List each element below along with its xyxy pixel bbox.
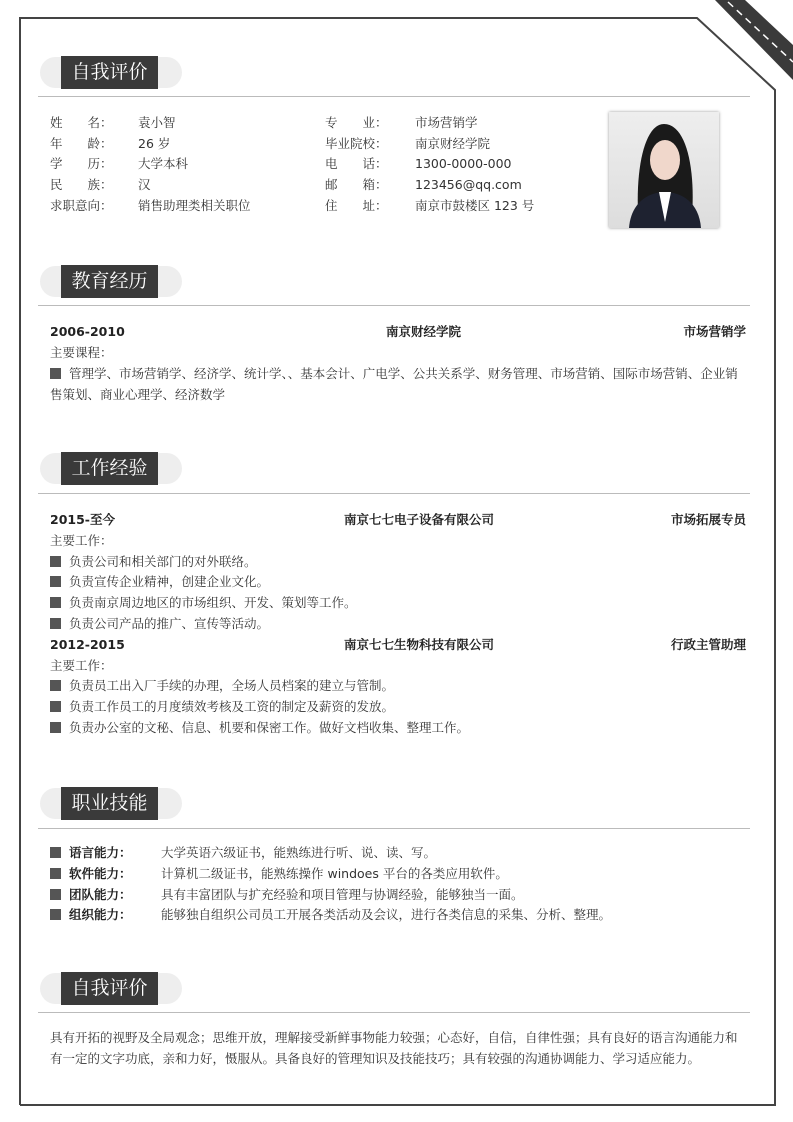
divider <box>38 305 750 306</box>
skill-desc: 大学英语六级证书，能熟练进行听、说、读、写。 <box>161 845 437 860</box>
info-value: 南京市鼓楼区 123 号 <box>415 197 535 213</box>
job-company: 南京七七生物科技有限公司 <box>344 636 495 652</box>
divider <box>38 493 750 494</box>
self-evaluation-text: 具有开拓的视野及全局观念；思维开放，理解接受新鲜事物能力较强；心态好，自信，自律性强；具有良好的语言沟通能力和有一定的文字功底，亲和力好，慑服从。具备良好的管理知识及技能技巧；具有较强的沟通协调能力、学习适应能力。 <box>50 1030 738 1066</box>
skill-item <box>50 904 746 925</box>
info-label: 专 业： <box>325 115 388 130</box>
skill-name: 团队能力： <box>69 886 132 902</box>
job-duty-item <box>50 717 746 738</box>
section-header-info: 自我评价 <box>40 57 182 88</box>
info-label: 邮 箱： <box>325 177 388 193</box>
section-header-self-evaluation: 自我评价 <box>40 973 182 1004</box>
divider <box>38 828 750 829</box>
info-label: 年 龄： <box>50 135 113 151</box>
profile-photo <box>609 112 719 228</box>
courses-label: 主要课程： <box>50 345 113 360</box>
education-row <box>50 321 746 342</box>
section-header-work: 工作经验 <box>40 453 182 484</box>
info-value: 大学本科 <box>138 156 189 172</box>
bullet-square-icon <box>50 556 61 567</box>
job-duty-item <box>50 592 746 613</box>
info-value: 1300-0000-000 <box>415 156 512 172</box>
job-duty-text: 负责公司和相关部门的对外联络。 <box>69 553 257 569</box>
courses-list <box>50 363 746 405</box>
education-period: 2006-2010 <box>50 324 125 339</box>
bullet-square-icon <box>50 368 61 379</box>
job-duty-text: 负责宣传企业精神，创建企业文化。 <box>69 574 270 590</box>
info-label: 民 族： <box>50 177 113 193</box>
bullet-square-icon <box>50 597 61 608</box>
bullet-square-icon <box>50 701 61 712</box>
info-label: 毕业院校： <box>325 135 388 151</box>
skill-name: 语言能力： <box>69 845 132 860</box>
job-duty-text: 负责公司产品的推广、宣传等活动。 <box>69 616 270 631</box>
education-major: 市场营销学 <box>683 324 746 339</box>
section-header-skills: 职业技能 <box>40 788 182 819</box>
info-value: 袁小智 <box>138 115 176 130</box>
job-period: 2015-至今 <box>50 512 115 527</box>
job-duty-item <box>50 696 746 717</box>
job-duty-item <box>50 551 746 572</box>
section-header-education: 教育经历 <box>40 266 182 297</box>
info-label: 学 历： <box>50 156 113 172</box>
bullet-square-icon <box>50 868 61 879</box>
bullet-square-icon <box>50 680 61 691</box>
info-label: 求职意向： <box>50 197 113 213</box>
job-duties-label: 主要工作： <box>50 532 113 548</box>
skill-name: 软件能力： <box>69 865 132 881</box>
job-position: 市场拓展专员 <box>670 512 746 527</box>
job-period: 2012-2015 <box>50 636 125 652</box>
skill-desc: 具有丰富团队与扩充经验和项目管理与协调经验，能够独当一面。 <box>161 886 524 902</box>
job-position: 行政主管助理 <box>670 636 746 652</box>
job-duty-text: 负责办公室的文秘、信息、机要和保密工作。做好文档收集、整理工作。 <box>69 720 470 735</box>
info-label: 姓 名： <box>50 115 113 130</box>
job-duties-label: 主要工作： <box>50 657 113 673</box>
bullet-square-icon <box>50 847 61 858</box>
job-duty-text: 负责南京周边地区的市场组织、开发、策划等工作。 <box>69 595 357 611</box>
info-value: 市场营销学 <box>415 115 478 130</box>
education-school: 南京财经学院 <box>386 324 462 339</box>
job-duty-text: 负责员工出入厂手续的办理，全场人员档案的建立与管制。 <box>69 678 395 694</box>
job-duty-item <box>50 675 746 696</box>
bullet-square-icon <box>50 889 61 900</box>
job-header <box>50 634 746 655</box>
job-header <box>50 509 746 530</box>
person-icon <box>609 112 719 228</box>
job-duty-text: 负责工作员工的月度绩效考核及工资的制定及薪资的发放。 <box>69 699 395 715</box>
info-value: 销售助理类相关职位 <box>138 197 251 213</box>
info-value: 26 岁 <box>138 135 171 151</box>
divider <box>38 1012 750 1013</box>
bullet-square-icon <box>50 576 61 587</box>
info-value: 南京财经学院 <box>415 135 491 151</box>
courses-text: 管理学、市场营销学、经济学、统计学、、基本会计、广电学、公共关系学、财务管理、市场营销、国际市场营销、企业销售策划、商业心理学、经济数学 <box>50 366 738 402</box>
info-label: 电 话： <box>325 156 388 172</box>
info-value: 汉 <box>138 177 151 193</box>
skill-item <box>50 884 746 905</box>
job-duty-item <box>50 571 746 592</box>
bullet-square-icon <box>50 909 61 920</box>
skill-desc: 能够独自组织公司员工开展各类活动及会议，进行各类信息的采集、分析、整理。 <box>161 907 612 923</box>
skill-item <box>50 863 746 884</box>
skill-name: 组织能力： <box>69 907 132 923</box>
bullet-square-icon <box>50 618 61 629</box>
divider <box>38 96 750 97</box>
job-duty-item <box>50 613 746 634</box>
skill-item <box>50 842 746 863</box>
skill-desc: 计算机二级证书，能熟练操作 windoes 平台的各类应用软件。 <box>161 865 508 881</box>
job-company: 南京七七电子设备有限公司 <box>344 512 495 527</box>
info-value: 123456@qq.com <box>415 177 522 193</box>
bullet-square-icon <box>50 722 61 733</box>
info-label: 住 址： <box>325 197 388 213</box>
